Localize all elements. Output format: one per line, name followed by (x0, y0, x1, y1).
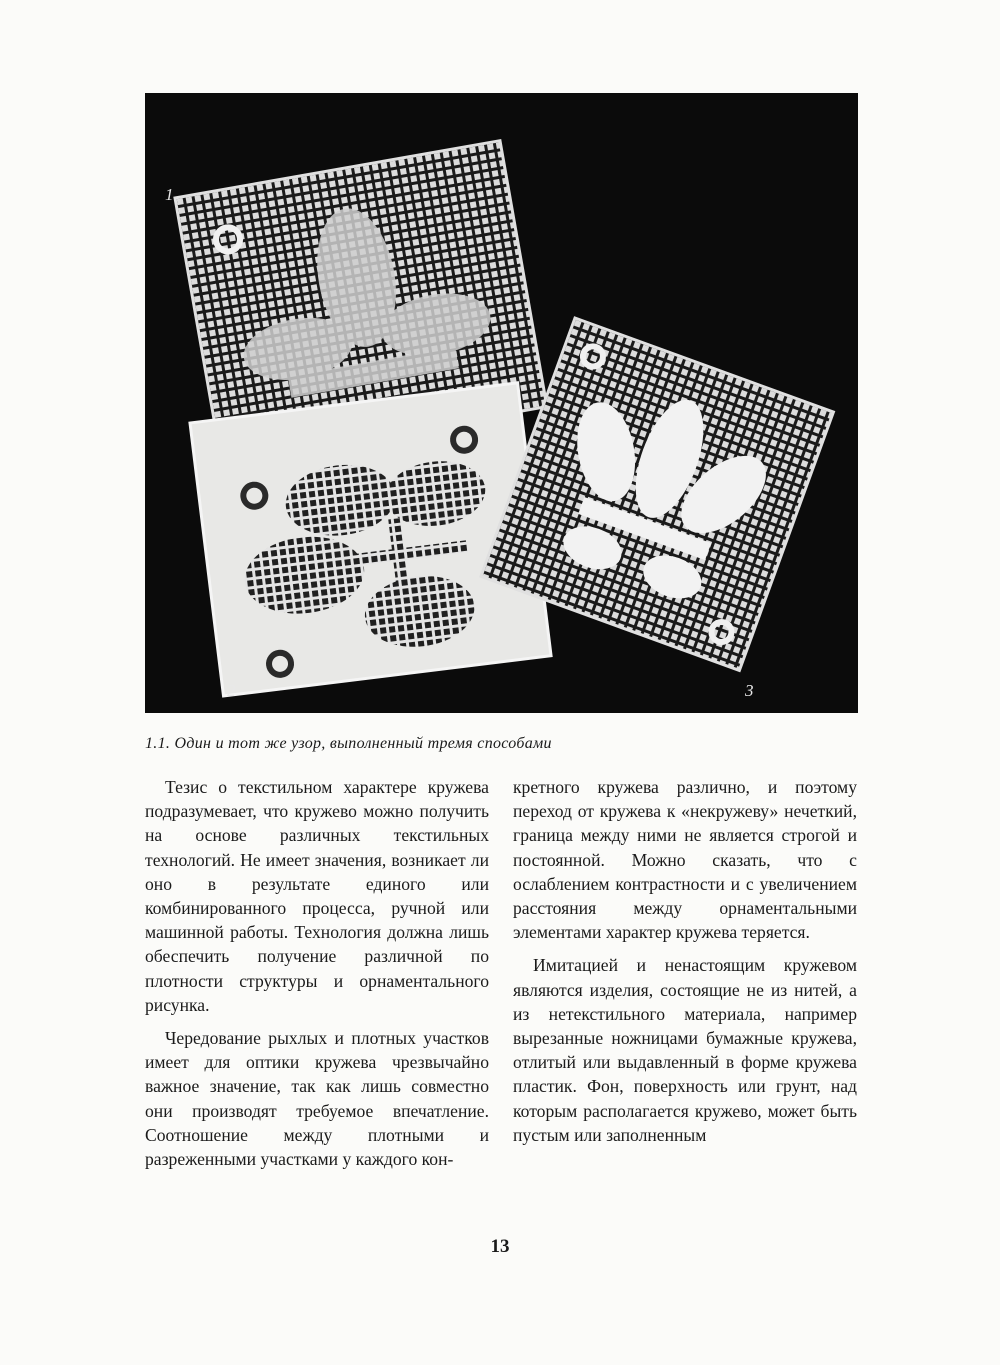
page-number: 13 (490, 1236, 510, 1257)
paragraph: кретного кружева различно, и поэтому переход от кружева к «некружеву» нечеткий, граница между ними не является строгой и постоянной. Можно сказать, что с ослаблением контрастности и с увеличением расстояния между орнаментальными элементами характер кружева теряется. (513, 777, 857, 943)
paragraph: Чередование рыхлых и плотных участков имеет для оптики кружева чрезвычайно важное значение, так как лишь совместно они производят требуемое впечатление. Соотношение между плотными и разреженными участками у каждого кон- (145, 1028, 489, 1170)
lace-photograph (145, 93, 858, 713)
paragraph: Тезис о текстильном характере кружева подразумевает, что кружево можно получить на основе различных текстильных технологий. Не имеет значения, возникает ли оно в результате единого или комбинированного процесса, ручной или машинной работы. Технология должна лишь обеспечить получение различной по плотности структуры и орнаментального рисунка. (145, 777, 489, 1015)
text-column-right (513, 775, 857, 1147)
paragraph: Имитацией и ненастоящим кружевом являются изделия, состоящие не из нитей, а из нетекстильного материала, например вырезанные ножницами бумажные кружева, отлитый или выдавленный в форме кружева пластик. Фон, поверхность или грунт, над которым располагается кружево, может быть пустым или заполненным (513, 955, 857, 1145)
figure-label-2: 2 (227, 681, 236, 700)
figure-label-1: 1 (165, 185, 174, 204)
text-column-left (145, 775, 489, 1171)
figure-caption: 1.1. Один и тот же узор, выполненный тремя способами (145, 735, 552, 752)
figure-label-3: 3 (745, 681, 754, 700)
